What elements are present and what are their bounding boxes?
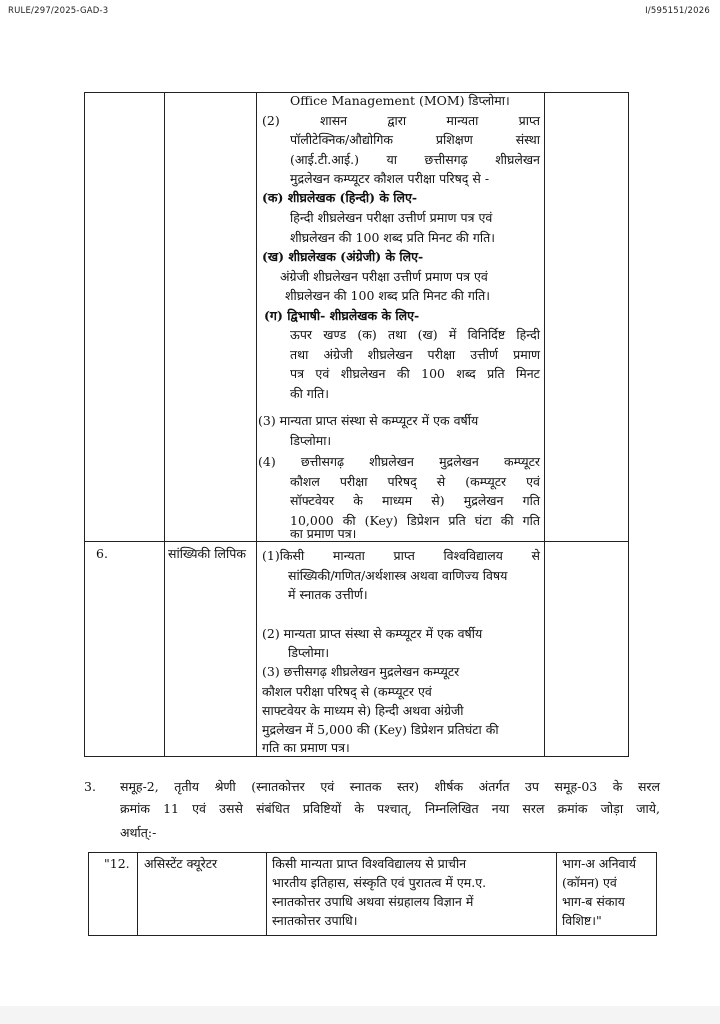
table-col-divider-2: [256, 92, 257, 756]
qual-line: स्नातकोत्तर उपाधि अथवा संग्रहालय विज्ञान में: [272, 894, 474, 909]
table-border-bottom: [84, 756, 629, 757]
qual-line: Office Management (MOM) डिप्लोमा।: [290, 93, 510, 108]
qual-line: की गति।: [290, 386, 329, 401]
qual-line: शीघ्रलेखन की 100 शब्द प्रति मिनट की गति।: [285, 288, 490, 303]
exam-line: (कॉमन) एवं: [562, 875, 617, 890]
qual-line: ऊपर खण्ड (क) तथा (ख) में विनिर्दिष्ट हिन्दी: [290, 327, 540, 342]
qual-line: (2) मान्यता प्राप्त संस्था से कम्प्यूटर में एक वर्षीय: [262, 626, 483, 641]
paragraph-line: क्रमांक 11 एवं उससे संबंधित प्रविष्टियों के पश्चात्, निम्नलिखित नया सरल क्रमांक जोड़ा जाये,: [120, 801, 660, 816]
paragraph-line: अर्थात्:-: [120, 825, 157, 840]
qual-line: भारतीय इतिहास, संस्कृति एवं पुरातत्व में एम.ए.: [272, 875, 487, 890]
table-col-divider-1: [164, 92, 165, 756]
qual-line: (आई.टी.आई.) या छत्तीसगढ़ शीघ्रलेखन: [290, 152, 540, 167]
table2-border-bottom: [88, 935, 657, 936]
qual-line: किसी मान्यता प्राप्त विश्वविद्यालय से प्राचीन: [272, 856, 467, 871]
page-bottom-edge: [0, 1006, 720, 1024]
qual-line: पत्र एवं शीघ्रलेखन की 100 शब्द प्रति मिनट: [290, 366, 540, 381]
row-serial-number: 6.: [96, 546, 108, 561]
paragraph-line: समूह-2, तृतीय श्रेणी (स्नातकोत्तर एवं स्नातक स्तर) शीर्षक अंतर्गत उप समूह-03 के सरल: [120, 779, 660, 794]
table2-border-top: [88, 852, 657, 853]
exam-line: विशिष्ट।": [562, 913, 602, 928]
qual-line: शीघ्रलेखन की 100 शब्द प्रति मिनट की गति।: [290, 230, 495, 245]
document-reference-left: RULE/297/2025-GAD-3: [8, 6, 109, 16]
table2-col-divider-1: [137, 852, 138, 936]
table-border-left: [84, 92, 85, 756]
row-serial-number: "12.: [104, 856, 130, 871]
qual-line: (4) छत्तीसगढ़ शीघ्रलेखन मुद्रलेखन कम्प्यूटर: [258, 454, 540, 469]
table-border-right: [628, 92, 629, 756]
qual-line: डिप्लोमा।: [288, 645, 330, 660]
table-col-divider-3: [544, 92, 545, 756]
post-name: सांख्यिकी लिपिक: [168, 546, 246, 561]
qual-line: 10,000 की (Key) डिप्रेशन प्रति घंटा की गति: [290, 513, 540, 528]
qual-line: (3) छत्तीसगढ़ शीघ्रलेखन मुद्रलेखन कम्प्यूटर: [262, 664, 460, 679]
qual-line: पॉलीटेक्निक/औद्योगिक प्रशिक्षण संस्था: [290, 132, 540, 147]
post-name: असिस्टेंट क्यूरेटर: [144, 856, 218, 871]
table2-col-divider-3: [556, 852, 557, 936]
subheading-english-stenographer: (ख) शीघ्रलेखक (अंग्रेजी) के लिए-: [262, 249, 424, 264]
qual-line: अंग्रेजी शीघ्रलेखन परीक्षा उत्तीर्ण प्रमाण पत्र एवं: [280, 269, 488, 284]
subheading-bilingual-stenographer: (ग) द्विभाषी- शीघ्रलेखक के लिए-: [264, 308, 420, 323]
qual-line: डिप्लोमा।: [290, 433, 332, 448]
exam-line: भाग-ब संकाय: [562, 894, 625, 909]
qual-line: कौशल परीक्षा परिषद् से (कम्प्यूटर एवं: [290, 474, 540, 489]
table2-col-divider-2: [266, 852, 267, 936]
qual-line: (1)किसी मान्यता प्राप्त विश्वविद्यालय से: [262, 548, 540, 563]
qual-line: सांख्यिकी/गणित/अर्थशास्त्र अथवा वाणिज्य विषय: [288, 568, 508, 583]
qual-line: तथा अंग्रेजी शीघ्रलेखन परीक्षा उत्तीर्ण प्रमाण: [290, 347, 540, 362]
qual-line: में स्नातक उत्तीर्ण।: [288, 587, 368, 602]
table2-border-left: [88, 852, 89, 936]
qual-line: का प्रमाण पत्र।: [290, 526, 357, 541]
document-reference-right: I/595151/2026: [645, 6, 710, 16]
qual-line: कौशल परीक्षा परिषद् से (कम्प्यूटर एवं: [262, 684, 432, 699]
qual-line: गति का प्रमाण पत्र।: [262, 740, 350, 755]
subheading-hindi-stenographer: (क) शीघ्रलेखक (हिन्दी) के लिए-: [262, 190, 418, 205]
qual-line: मुद्रलेखन कम्प्यूटर कौशल परीक्षा परिषद् से -: [290, 171, 490, 186]
qual-line: साफ्टवेयर के माध्यम से) हिन्दी अथवा अंग्रेजी: [262, 703, 464, 718]
table2-border-right: [656, 852, 657, 936]
qual-line: (3) मान्यता प्राप्त संस्था से कम्प्यूटर में एक वर्षीय: [258, 413, 479, 428]
table-row-divider: [84, 541, 629, 542]
qual-line: सॉफ्टवेयर के माध्यम से) मुद्रलेखन गति: [290, 493, 540, 508]
exam-line: भाग-अ अनिवार्य: [562, 856, 636, 871]
qual-line: (2) शासन द्वारा मान्यता प्राप्त: [262, 113, 540, 128]
qual-line: मुद्रलेखन में 5,000 की (Key) डिप्रेशन प्रतिघंटा की: [262, 722, 499, 737]
qual-line: स्नातकोत्तर उपाधि।: [272, 913, 358, 928]
paragraph-number: 3.: [84, 779, 96, 794]
qual-line: हिन्दी शीघ्रलेखन परीक्षा उत्तीर्ण प्रमाण पत्र एवं: [290, 210, 493, 225]
